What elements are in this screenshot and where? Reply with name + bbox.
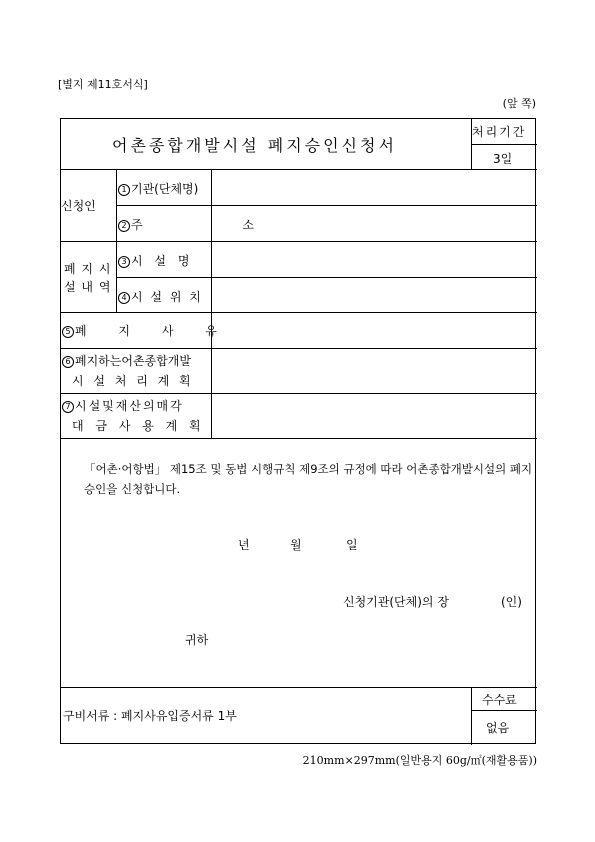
divider: [61, 241, 537, 242]
address-field[interactable]: [215, 208, 537, 240]
closure-reason-label: [62, 322, 231, 339]
facility-location-label: [118, 288, 203, 305]
addressee-suffix: 귀하: [185, 633, 209, 647]
sale-plan-label-line1: [62, 397, 184, 414]
sale-plan-field[interactable]: [215, 397, 537, 437]
processing-period-label: 처리기간: [472, 125, 527, 139]
divider: [471, 710, 537, 711]
divider: [471, 144, 537, 145]
divider: [116, 205, 537, 206]
sale-plan-text-line1: 시설및재산의매각: [75, 399, 184, 413]
number-marker: 3: [118, 256, 130, 268]
number-marker: 6: [62, 356, 74, 368]
number-marker: 5: [62, 326, 74, 338]
page-side-label: (앞 쪽): [502, 97, 536, 110]
application-statement: 「어촌·어항법」 제15조 및 동법 시행규칙 제9조의 규정에 따라 어촌종합개발시설의 폐지승인을 신청합니다.: [84, 462, 533, 496]
closure-reason-text: 폐 지 사 유: [75, 324, 231, 338]
number-marker: 1: [118, 184, 130, 196]
date-day: 일: [346, 538, 358, 552]
divider: [116, 169, 117, 312]
closure-reason-field[interactable]: [215, 315, 537, 347]
fee-value: 없음: [486, 721, 510, 735]
paper-spec: 210mm×297mm(일반용지 60g/㎡(재활용품)): [302, 754, 537, 767]
number-marker: 2: [118, 220, 130, 232]
disposal-plan-label-line1: [62, 352, 191, 369]
institution-name-field[interactable]: [215, 172, 537, 204]
address-label: [118, 216, 302, 233]
disposal-plan-field[interactable]: [215, 352, 537, 392]
processing-period-value: 3일: [493, 152, 513, 166]
divider: [61, 393, 537, 394]
applicant-section-label: 신청인: [61, 199, 96, 213]
signature-label: 신청기관(단체)의 장: [343, 595, 449, 609]
facility-name-label: [118, 252, 193, 269]
divider: [61, 687, 537, 688]
divider: [211, 169, 212, 438]
date-year: 년: [238, 538, 250, 552]
fee-label: 수수료: [482, 693, 517, 707]
divider: [116, 277, 537, 278]
date-month: 월: [290, 538, 302, 552]
institution-name-label: [118, 180, 198, 197]
form-title: 어촌종합개발시설 폐지승인신청서: [112, 136, 397, 155]
number-marker: 7: [62, 401, 74, 413]
sale-plan-label-line2: 대 금 사 용 계 획: [72, 419, 205, 433]
facility-section-label-line2: 설 내 역: [64, 280, 112, 294]
address-text: 주 소: [131, 218, 302, 232]
divider: [61, 348, 537, 349]
facility-name-field[interactable]: [215, 244, 537, 276]
divider: [471, 687, 472, 745]
facility-section-label-line1: 폐 지 시: [64, 262, 112, 276]
divider: [61, 169, 537, 170]
institution-name-text: 기관(단체명): [131, 182, 199, 196]
seal-mark: (인): [501, 595, 522, 609]
form-number: [별지 제11호서식]: [58, 78, 148, 91]
divider: [61, 438, 537, 439]
facility-name-text: 시 설 명: [131, 254, 194, 268]
required-documents: 구비서류 : 폐지사유입증서류 1부: [63, 709, 237, 723]
divider: [61, 312, 537, 313]
disposal-plan-text-line1: 폐지하는어촌종합개발: [75, 354, 191, 368]
facility-location-field[interactable]: [215, 280, 537, 312]
number-marker: 4: [118, 292, 130, 304]
facility-location-text: 시 설 위 치: [131, 290, 203, 304]
disposal-plan-label-line2: 시 설 처 리 계 획: [72, 374, 194, 388]
